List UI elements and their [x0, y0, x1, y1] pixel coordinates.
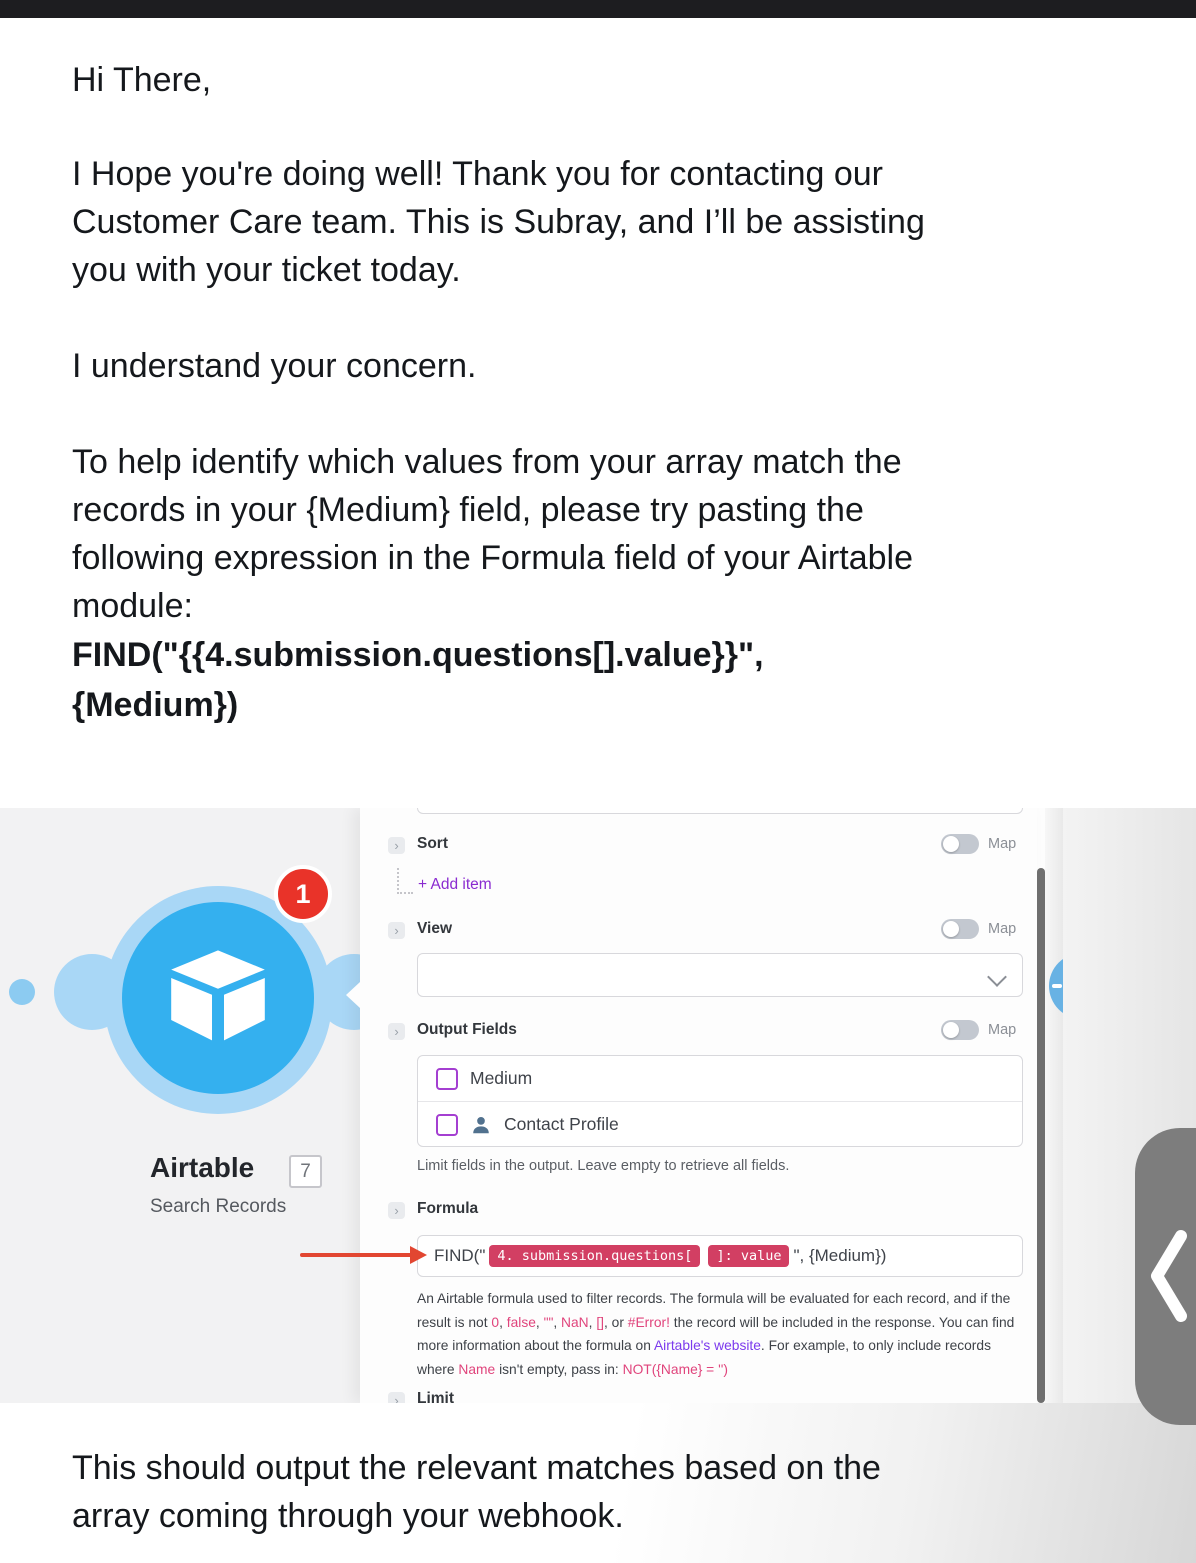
previous-nav-button[interactable] [1135, 1128, 1196, 1425]
mapping-pill-value[interactable]: ]: value [708, 1245, 789, 1267]
formula-input[interactable] [417, 1235, 1023, 1277]
toggle-knob [943, 921, 959, 937]
formula-description: An Airtable formula used to filter records. The formula will be evaluated for each record, and if the result is not 0, false, "", NaN, [], or #Error! the record will be included in the response. You can find more information about the formula on Airtable's website. For example, to only include records where Name isn't empty, pass in: NOT({Name} = '') [417, 1291, 1015, 1377]
email-greeting: Hi There, [72, 61, 212, 99]
output-fields-label: Output Fields [417, 1021, 517, 1038]
view-map-toggle[interactable] [941, 919, 979, 939]
chevron-right-icon[interactable]: › [388, 1202, 405, 1219]
tree-connector [397, 868, 413, 894]
operations-badge: 1 [274, 865, 332, 923]
toggle-knob [943, 1022, 959, 1038]
output-fields-map-label: Map [988, 1022, 1017, 1038]
airtable-module-icon[interactable] [122, 902, 314, 1094]
email-paragraph-intro: I Hope you're doing well! Thank you for contacting our Customer Care team. This is Subray, and I’ll be assisting you with your ticket today. [72, 155, 925, 289]
module-left-connector[interactable] [54, 954, 130, 1030]
output-fields-helper-text: Limit fields in the output. Leave empty to retrieve all fields. [417, 1158, 790, 1174]
view-map-label: Map [988, 921, 1017, 937]
scenario-canvas [0, 808, 360, 1403]
output-fields-list [417, 1055, 1023, 1147]
contact-profile-checkbox[interactable] [436, 1114, 458, 1136]
scrollbar-thumb[interactable] [1037, 868, 1045, 1403]
toggle-knob [943, 836, 959, 852]
module-number-badge: 7 [289, 1155, 322, 1188]
output-fields-map-toggle[interactable] [941, 1020, 979, 1040]
view-dropdown[interactable] [417, 953, 1023, 997]
chevron-left-icon [1149, 1228, 1189, 1324]
formula-suffix: ", {Medium}) [793, 1246, 887, 1265]
chevron-right-icon[interactable]: › [388, 1023, 405, 1040]
medium-checkbox[interactable] [436, 1068, 458, 1090]
module-app-name: Airtable [150, 1152, 255, 1183]
sort-map-toggle[interactable] [941, 834, 979, 854]
formula-field-label: Formula [417, 1200, 479, 1217]
airtable-website-link[interactable]: Airtable's website [653, 1338, 761, 1353]
red-arrow-line [300, 1253, 412, 1257]
panel-pointer-notch [346, 982, 360, 1008]
person-icon [470, 1114, 492, 1136]
blue-handle-clip [1045, 953, 1063, 1019]
scrollbar-track [1045, 808, 1063, 1403]
partial-input-field[interactable] [417, 808, 1023, 814]
email-formula-code: FIND("{{4.submission.questions[].value}}", {Medium}) [72, 636, 764, 724]
output-field-row-contact-profile[interactable] [418, 1101, 1022, 1147]
chevron-right-icon[interactable]: › [388, 1392, 405, 1403]
embedded-screenshot [0, 808, 1063, 1403]
chevron-right-icon[interactable]: › [388, 837, 405, 854]
red-arrow-head [410, 1246, 427, 1264]
email-paragraph-closing: This should output the relevant matches based on the array coming through your webhook. [72, 1449, 881, 1535]
sort-map-label: Map [988, 836, 1017, 852]
limit-field-label: Limit [417, 1390, 455, 1403]
view-field-label: View [417, 920, 453, 937]
add-item-link[interactable]: + Add item [418, 876, 492, 893]
output-field-row-medium[interactable] [418, 1056, 1022, 1101]
mapping-pill-questions[interactable]: 4. submission.questions[ [489, 1245, 700, 1267]
sort-field-label: Sort [417, 835, 448, 852]
module-action-name: Search Records [150, 1196, 287, 1217]
email-paragraph-concern: I understand your concern. [72, 347, 477, 385]
airtable-cube-icon [158, 936, 278, 1056]
output-option-label: Medium [470, 1068, 533, 1088]
connection-dot [9, 979, 35, 1005]
chevron-right-icon[interactable]: › [388, 922, 405, 939]
top-black-bar [0, 0, 1196, 18]
chevron-down-icon [987, 967, 1007, 987]
output-option-label: Contact Profile [504, 1114, 619, 1134]
formula-prefix: FIND(" [434, 1246, 486, 1265]
email-paragraph-help: To help identify which values from your array match the records in your {Medium} field, please try pasting the following expression in the Formula field of your Airtable module: [72, 443, 913, 625]
handle-dash-icon [1052, 984, 1062, 988]
